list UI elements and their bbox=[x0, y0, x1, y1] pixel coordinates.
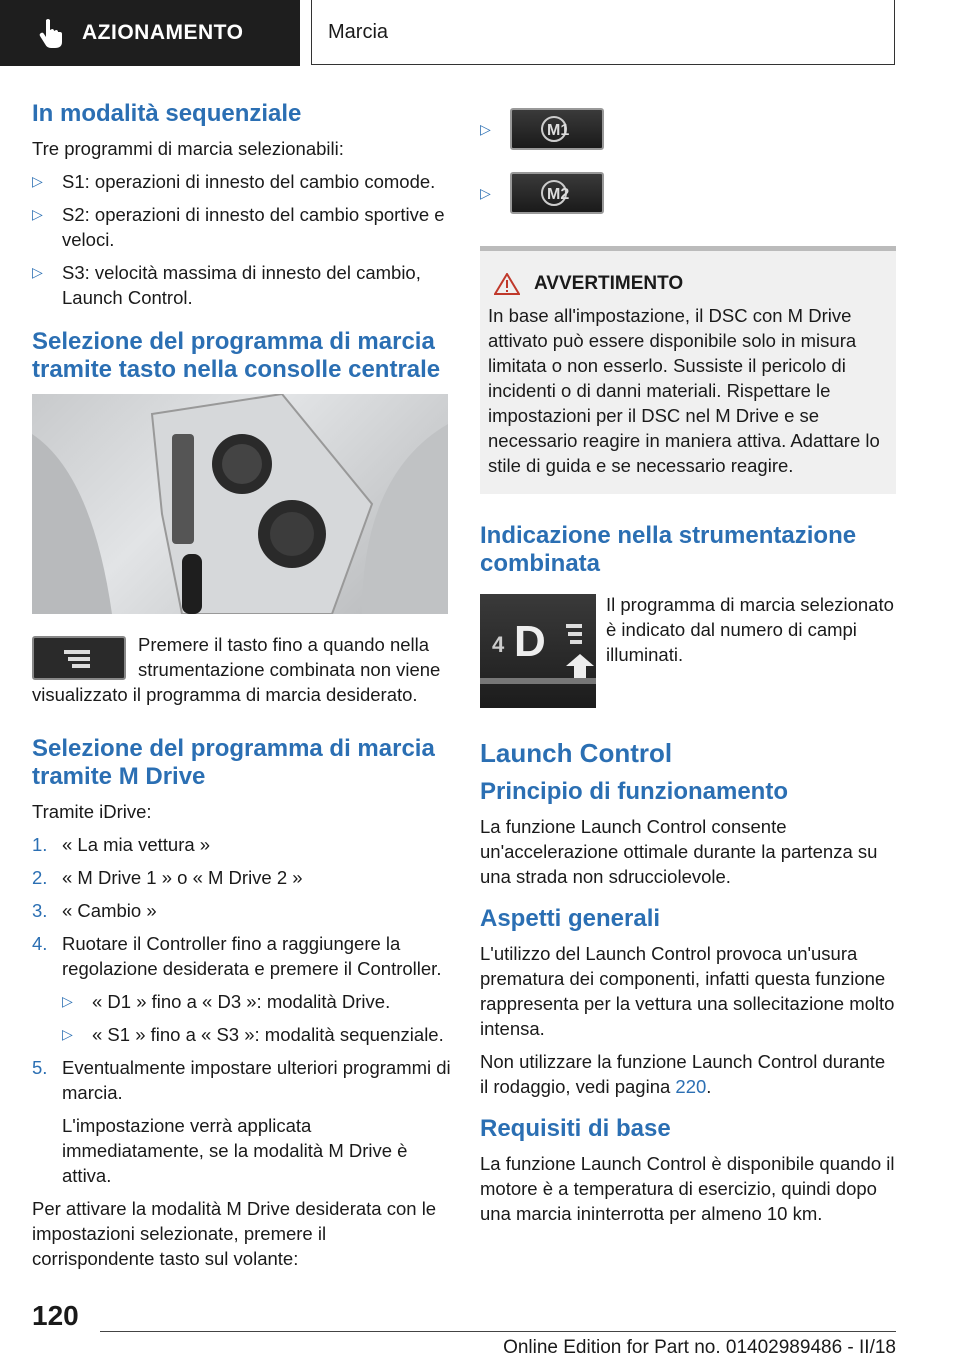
list-item: ▷ S1: operazioni di innesto del cambio comode. bbox=[32, 171, 436, 192]
list-item: ▷ « D1 » fino a « D3 »: modalità Drive. bbox=[62, 991, 391, 1012]
step5-note: L'impostazione verrà applicata immediatamente, se la modalità M Drive è attiva. bbox=[62, 1115, 408, 1186]
svg-text:D: D bbox=[514, 617, 546, 666]
list-item: ▷ S3: velocità massima di innesto del cambio, Launch Control. bbox=[32, 262, 421, 308]
section-label: AZIONAMENTO bbox=[82, 21, 244, 44]
heading-requisiti: Requisiti di base bbox=[480, 1115, 671, 1142]
page-link-220[interactable]: 220 bbox=[675, 1076, 707, 1097]
triangle-bullet-icon: ▷ bbox=[480, 184, 491, 201]
para-idrive: Tramite iDrive: bbox=[32, 801, 152, 822]
triangle-bullet-icon: ▷ bbox=[480, 120, 491, 137]
m2-icon bbox=[512, 174, 602, 212]
heading-launch-control: Launch Control bbox=[480, 738, 673, 768]
warning-title-row bbox=[488, 273, 888, 295]
page-number: 120 bbox=[32, 1300, 79, 1331]
triangle-bullet-icon: ▷ bbox=[32, 206, 43, 222]
step4-sublist bbox=[62, 989, 452, 1047]
chapter-tab bbox=[311, 0, 895, 65]
drivelogic-icon bbox=[34, 638, 124, 678]
right-column bbox=[480, 100, 896, 1234]
m1-button-image bbox=[510, 108, 604, 150]
indication-paragraph bbox=[480, 592, 896, 716]
heading-console: Selezione del programma di marcia tramite tasto nella consolle centrale bbox=[32, 328, 441, 383]
heading-indication: Indicazione nella strumentazione combinata bbox=[480, 522, 857, 577]
footer-divider bbox=[100, 1331, 896, 1332]
warning-triangle-icon bbox=[494, 273, 520, 295]
list-item: 1. « La mia vettura » bbox=[32, 834, 211, 855]
triangle-bullet-icon: ▷ bbox=[62, 1026, 73, 1042]
sequential-list bbox=[32, 169, 452, 310]
heading-aspetti: Aspetti generali bbox=[480, 905, 661, 932]
m1-icon bbox=[512, 110, 602, 148]
console-button-paragraph bbox=[32, 632, 452, 715]
m1-row bbox=[480, 108, 896, 150]
para-final: Per attivare la modalità M Drive desiderata con le impostazioni selezionate, premere il corrispondente tasto sul volante: bbox=[32, 1198, 437, 1269]
list-item: 3. « Cambio » bbox=[32, 900, 157, 921]
gear-display-icon bbox=[480, 594, 596, 708]
svg-text:4: 4 bbox=[492, 632, 505, 657]
triangle-bullet-icon: ▷ bbox=[62, 993, 73, 1009]
heading-mdrive: Selezione del programma di marcia tramite M Drive bbox=[32, 735, 435, 790]
list-item: 5. Eventualmente impostare ulteriori programmi di marcia. L'impostazione verrà applicata immediatamente, se la modalità M Drive è attiva. bbox=[32, 1057, 451, 1186]
list-item: 2. « M Drive 1 » o « M Drive 2 » bbox=[32, 867, 303, 888]
m2-button-image bbox=[510, 172, 604, 214]
list-item: ▷ « S1 » fino a « S3 »: modalità sequenziale. bbox=[62, 1024, 444, 1045]
para-aspetti-2: Non utilizzare la funzione Launch Control durante il rodaggio, vedi pagina 220. bbox=[480, 1051, 886, 1097]
console-illustration bbox=[32, 394, 448, 614]
m2-row bbox=[480, 172, 896, 214]
warning-title: AVVERTIMENTO bbox=[534, 273, 684, 294]
para-aspetti-1: L'utilizzo del Launch Control provoca un'usura prematura dei componenti, infatti questa funzione rappresenta per la vettura una sollecitazione molto intensa. bbox=[480, 943, 895, 1039]
warning-box bbox=[480, 246, 896, 494]
para-requisiti: La funzione Launch Control è disponibile quando il motore è a temperatura di esercizio, quindi dopo una marcia ininterrotta per almeno 10 km. bbox=[480, 1153, 895, 1224]
para-console: Premere il tasto fino a quando nella strumentazione combinata non viene visualizzato il programma di marcia desiderato. bbox=[32, 634, 441, 705]
svg-text:M2: M2 bbox=[547, 186, 570, 203]
drivelogic-button-image bbox=[32, 636, 126, 680]
left-column bbox=[32, 100, 452, 1279]
triangle-bullet-icon: ▷ bbox=[32, 173, 43, 189]
center-console-photo bbox=[32, 394, 448, 614]
steps-list bbox=[32, 832, 452, 1188]
heading-principio: Principio di funzionamento bbox=[480, 778, 788, 805]
edition-text: Online Edition for Part no. 01402989486 - II/18 bbox=[503, 1337, 896, 1358]
list-item: ▷ S2: operazioni di innesto del cambio sportive e veloci. bbox=[32, 204, 445, 250]
svg-text:M1: M1 bbox=[547, 122, 570, 139]
hand-pointer-icon bbox=[38, 18, 64, 48]
para-sequential: Tre programmi di marcia selezionabili: bbox=[32, 138, 344, 159]
section-tab bbox=[0, 0, 300, 66]
list-item: 4. Ruotare il Controller fino a raggiungere la regolazione desiderata e premere il Controller. ▷ « D1 » fino a « D3 »: modalità Drive. ▷ « S1 » fino a « S3 »: modalità sequenziale. bbox=[32, 931, 452, 1047]
para-principio: La funzione Launch Control consente un'accelerazione ottimale durante la partenza su una strada non sdrucciolevole. bbox=[480, 816, 878, 887]
para-indication: Il programma di marcia selezionato è indicato dal numero di campi illuminati. bbox=[606, 594, 894, 665]
triangle-bullet-icon: ▷ bbox=[32, 264, 43, 280]
page-header bbox=[0, 0, 960, 66]
heading-sequential: In modalità sequenziale bbox=[32, 100, 302, 127]
instrument-cluster-image bbox=[480, 594, 596, 708]
warning-text: In base all'impostazione, il DSC con M Drive attivato può essere disponibile solo in misura limitata o non esserlo. Sussiste il pericolo di incidenti o di danni materiali. Rispettare le impostazioni per il DSC nel M Drive e se necessario reagire in maniera attiva. Adattare lo stile di guida e se necessario reagire. bbox=[488, 305, 880, 476]
chapter-title: Marcia bbox=[328, 20, 389, 43]
